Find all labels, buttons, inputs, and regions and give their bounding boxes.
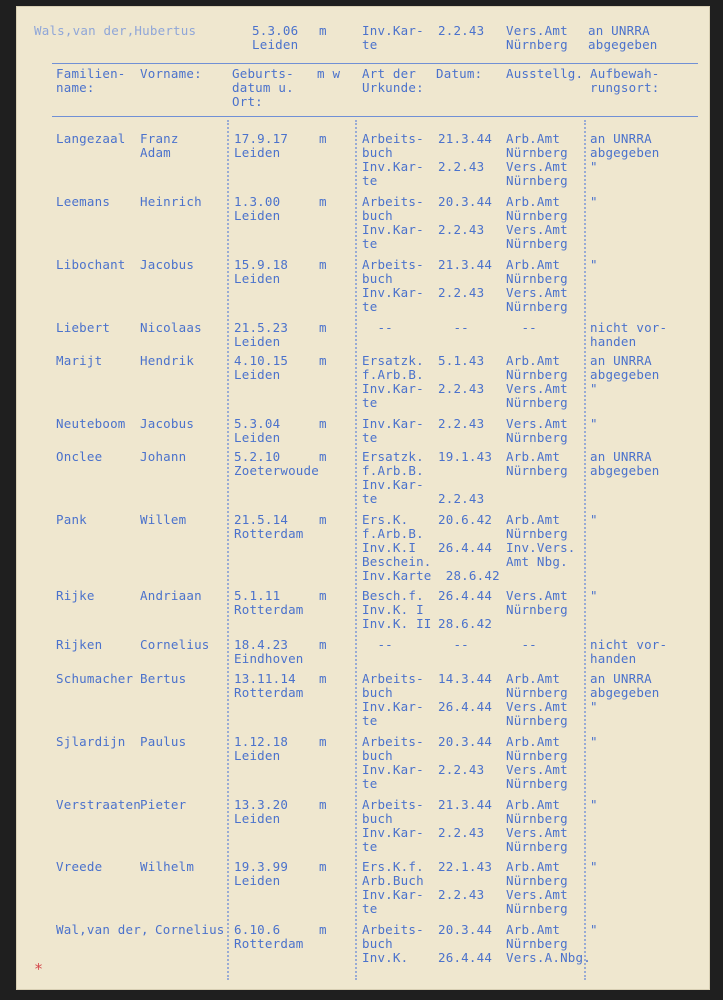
cell-date: 2.2.43 xyxy=(438,416,485,431)
cell-storage: nicht vor- handen xyxy=(590,637,668,666)
top-entry-storage: an UNRRA abgegeben xyxy=(588,23,658,52)
cell-birth: 5.3.04 Leiden xyxy=(234,416,281,445)
cell-storage: an UNRRA abgegeben " xyxy=(590,671,660,714)
cell-firstname: Paulus xyxy=(140,734,187,749)
header-date: Datum: xyxy=(436,66,483,81)
cell-storage: " xyxy=(590,588,598,603)
cell-issuer: -- xyxy=(506,320,537,335)
cell-storage: an UNRRA abgegeben " xyxy=(590,131,660,174)
top-entry-issuer: Vers.Amt Nürnberg xyxy=(506,23,568,52)
cell-firstname: Nicolaas xyxy=(140,320,202,335)
cell-surname: Leemans xyxy=(56,194,111,209)
cell-birth: 19.3.99 Leiden xyxy=(234,859,289,888)
header-storage: Aufbewah- rungsort: xyxy=(590,66,660,95)
cell-firstname: Wilhelm xyxy=(140,859,195,874)
cell-date: 21.3.44 2.2.43 xyxy=(438,257,493,300)
header-issuer: Ausstellg. xyxy=(506,66,584,81)
cell-firstname: Heinrich xyxy=(140,194,202,209)
cell-issuer: -- xyxy=(506,637,537,652)
cell-date: 21.3.44 2.2.43 xyxy=(438,131,493,174)
cell-birth: 1.3.00 Leiden xyxy=(234,194,281,223)
cell-storage: an UNRRA abgegeben " xyxy=(590,353,660,396)
cell-sex: m xyxy=(319,194,327,209)
cell-storage: " xyxy=(590,859,598,874)
cell-surname: Sjlardijn xyxy=(56,734,126,749)
column-separator xyxy=(584,120,586,980)
cell-firstname: Willem xyxy=(140,512,187,527)
cell-date: 19.1.43 2.2.43 xyxy=(438,449,493,506)
cell-storage: " xyxy=(590,512,598,527)
cell-surname: Rijken xyxy=(56,637,103,652)
cell-storage: " xyxy=(590,257,598,272)
cell-issuer: Vers.Amt Nürnberg xyxy=(506,416,568,445)
header-sex: m w xyxy=(317,66,341,81)
cell-date: 26.4.44 28.6.42 xyxy=(438,588,493,631)
top-entry-name: Wals,van der,Hubertus xyxy=(34,23,197,38)
cell-birth: 6.10.6 Rotterdam xyxy=(234,922,304,951)
cell-doctype: Ers.K.f. Arb.Buch Inv.Kar- te xyxy=(362,859,424,916)
cell-birth: 15.9.18 Leiden xyxy=(234,257,289,286)
header-doctype: Art der Urkunde: xyxy=(362,66,424,95)
cell-firstname: Jacobus xyxy=(140,416,195,431)
cell-doctype: Arbeits- buch Inv.Kar- te xyxy=(362,131,424,188)
cell-issuer: Arb.Amt Nürnberg Vers.Amt Nürnberg xyxy=(506,859,568,916)
cell-storage: an UNRRA abgegeben xyxy=(590,449,660,478)
cell-issuer: Arb.Amt Nürnberg Vers.Amt Nürnberg xyxy=(506,194,568,251)
cell-birth: 5.2.10 Zoeterwoude xyxy=(234,449,319,478)
cell-sex: m xyxy=(319,131,327,146)
cell-doctype: Inv.Kar- te xyxy=(362,416,424,445)
cell-surname: Neuteboom xyxy=(56,416,126,431)
cell-surname: Libochant xyxy=(56,257,126,272)
cell-issuer: Arb.Amt Nürnberg Vers.Amt Nürnberg xyxy=(506,734,568,791)
cell-storage: " xyxy=(590,922,598,937)
cell-surname: Schumacher xyxy=(56,671,134,686)
cell-surname: Marijt xyxy=(56,353,103,368)
cell-doctype: -- xyxy=(362,320,393,335)
cell-issuer: Arb.Amt Nürnberg Vers.Amt Nürnberg xyxy=(506,257,568,314)
cell-storage: nicht vor- handen xyxy=(590,320,668,349)
cell-surname: Wal,van der, xyxy=(56,922,149,937)
cell-storage: " xyxy=(590,194,598,209)
cell-date: 21.3.44 2.2.43 xyxy=(438,797,493,840)
cell-firstname: Hendrik xyxy=(140,353,195,368)
cell-surname: Vreede xyxy=(56,859,103,874)
cell-date: 20.3.44 2.2.43 xyxy=(438,734,493,777)
cell-firstname: Franz Adam xyxy=(140,131,179,160)
cell-firstname: Pieter xyxy=(140,797,187,812)
cell-firstname: Bertus xyxy=(140,671,187,686)
cell-firstname: Johann xyxy=(140,449,187,464)
cell-date: 22.1.43 2.2.43 xyxy=(438,859,493,902)
cell-surname: Langezaal xyxy=(56,131,126,146)
cell-issuer: Vers.Amt Nürnberg xyxy=(506,588,568,617)
red-asterisk-mark: * xyxy=(34,960,44,978)
cell-date: 20.3.44 2.2.43 xyxy=(438,194,493,237)
cell-doctype: Ersatzk. f.Arb.B. Inv.Kar- te xyxy=(362,353,424,410)
cell-date: -- xyxy=(438,320,469,335)
cell-firstname: Jacobus xyxy=(140,257,195,272)
cell-storage: " xyxy=(590,734,598,749)
cell-surname: Rijke xyxy=(56,588,95,603)
cell-issuer: Arb.Amt Nürnberg Vers.Amt Nürnberg xyxy=(506,671,568,728)
top-entry-doc-date: 2.2.43 xyxy=(438,23,485,38)
cell-issuer: Arb.Amt Nürnberg Vers.Amt Nürnberg xyxy=(506,353,568,410)
cell-sex: m xyxy=(319,449,327,464)
cell-doctype: Besch.f. Inv.K. I Inv.K. II xyxy=(362,588,432,631)
cell-birth: 18.4.23 Eindhoven xyxy=(234,637,304,666)
cell-sex: m xyxy=(319,734,327,749)
cell-birth: 1.12.18 Leiden xyxy=(234,734,289,763)
top-entry-date-place: 5.3.06 Leiden xyxy=(252,23,299,52)
cell-date: 5.1.43 2.2.43 xyxy=(438,353,485,396)
typed-document-page xyxy=(16,6,710,990)
header-top-rule xyxy=(52,63,698,64)
cell-birth: 4.10.15 Leiden xyxy=(234,353,289,382)
cell-surname: Onclee xyxy=(56,449,103,464)
cell-sex: m xyxy=(319,671,327,686)
header-firstname: Vorname: xyxy=(140,66,202,81)
cell-sex: m xyxy=(319,859,327,874)
cell-surname: Liebert xyxy=(56,320,111,335)
column-separator xyxy=(355,120,357,980)
cell-doctype: Arbeits- buch Inv.Kar- te xyxy=(362,194,424,251)
cell-doctype: -- xyxy=(362,637,393,652)
top-entry-doc: Inv.Kar- te xyxy=(362,23,424,52)
cell-storage: " xyxy=(590,416,598,431)
cell-storage: " xyxy=(590,797,598,812)
header-birth: Geburts- datum u. Ort: xyxy=(232,66,294,109)
cell-surname: Verstraaten xyxy=(56,797,141,812)
cell-issuer: Arb.Amt Nürnberg Inv.Vers. Amt Nbg. xyxy=(506,512,576,569)
cell-sex: m xyxy=(319,353,327,368)
cell-sex: m xyxy=(319,512,327,527)
cell-doctype: Arbeits- buch Inv.Kar- te xyxy=(362,797,424,854)
cell-doctype: Arbeits- buch Inv.Kar- te xyxy=(362,257,424,314)
cell-issuer: Arb.Amt Nürnberg xyxy=(506,449,568,478)
cell-sex: m xyxy=(319,797,327,812)
cell-sex: m xyxy=(319,637,327,652)
cell-sex: m xyxy=(319,588,327,603)
cell-date: 20.3.44 26.4.44 xyxy=(438,922,493,965)
top-entry-sex: m xyxy=(319,23,327,38)
cell-date: -- xyxy=(438,637,469,652)
cell-doctype: Arbeits- buch Inv.Kar- te xyxy=(362,734,424,791)
cell-issuer: Arb.Amt Nürnberg Vers.Amt Nürnberg xyxy=(506,797,568,854)
cell-sex: m xyxy=(319,922,327,937)
cell-doctype: Arbeits- buch Inv.K. xyxy=(362,922,424,965)
cell-birth: 17.9.17 Leiden xyxy=(234,131,289,160)
cell-firstname: Cornelius xyxy=(155,922,225,937)
cell-issuer: Arb.Amt Nürnberg Vers.A.Nbg. xyxy=(506,922,591,965)
cell-date: 20.6.42 26.4.44 28.6.42 xyxy=(438,512,500,583)
header-surname: Familien- name: xyxy=(56,66,126,95)
cell-issuer: Arb.Amt Nürnberg Vers.Amt Nürnberg xyxy=(506,131,568,188)
cell-doctype: Ersatzk. f.Arb.B. Inv.Kar- te xyxy=(362,449,424,506)
cell-date: 14.3.44 26.4.44 xyxy=(438,671,493,714)
cell-birth: 21.5.23 Leiden xyxy=(234,320,289,349)
cell-birth: 21.5.14 Rotterdam xyxy=(234,512,304,541)
cell-birth: 13.11.14 Rotterdam xyxy=(234,671,304,700)
cell-doctype: Arbeits- buch Inv.Kar- te xyxy=(362,671,424,728)
cell-firstname: Andriaan xyxy=(140,588,202,603)
cell-firstname: Cornelius xyxy=(140,637,210,652)
cell-sex: m xyxy=(319,257,327,272)
cell-sex: m xyxy=(319,416,327,431)
header-bottom-rule xyxy=(52,116,698,117)
cell-doctype: Ers.K. f.Arb.B. Inv.K.I Beschein. Inv.Karte xyxy=(362,512,432,583)
cell-birth: 13.3.20 Leiden xyxy=(234,797,289,826)
column-separator xyxy=(227,120,229,980)
cell-sex: m xyxy=(319,320,327,335)
cell-surname: Pank xyxy=(56,512,87,527)
cell-birth: 5.1.11 Rotterdam xyxy=(234,588,304,617)
